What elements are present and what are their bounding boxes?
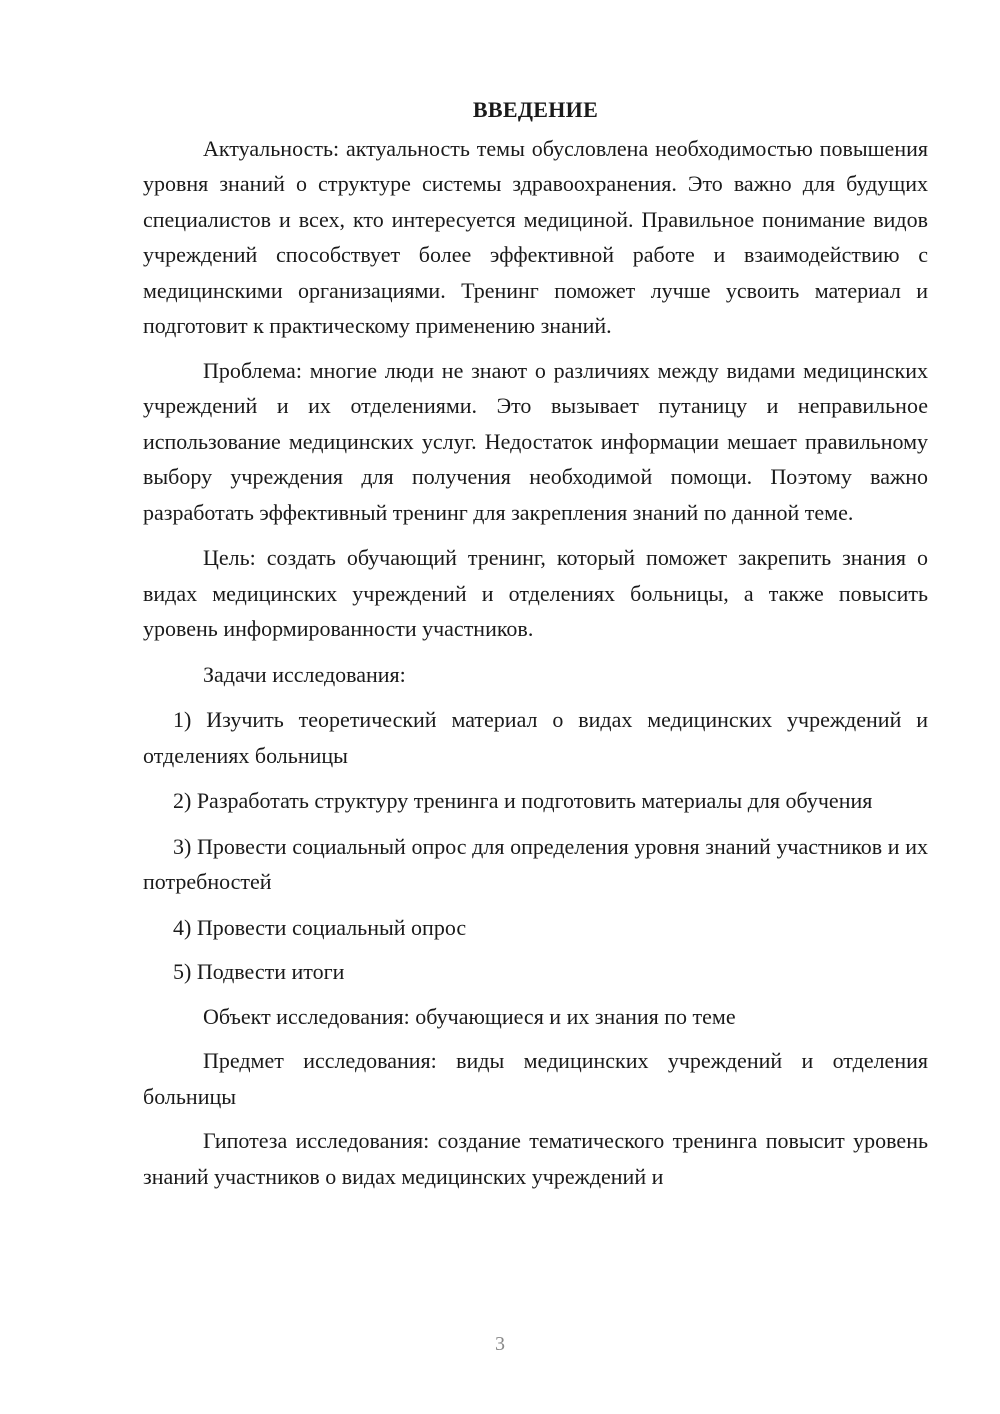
task-item: 2) Разработать структуру тренинга и подготовить материалы для обучения bbox=[173, 788, 873, 813]
paragraph-tasks-heading: Задачи исследования: bbox=[203, 661, 406, 687]
task-item: 3) Провести социальный опрос для определения уровня знаний участников и их потребностей bbox=[143, 833, 928, 894]
paragraph-object: Объект исследования: обучающиеся и их знания по теме bbox=[203, 1003, 736, 1029]
section-title: ВВЕДЕНИЕ bbox=[472, 97, 599, 122]
paragraph-goal: Цель: создать обучающий тренинг, который поможет закрепить знания о видах медицинских учреждений и отделениях больницы, а также повысить уровень информированности участников. bbox=[143, 545, 928, 641]
task-item: 5) Подвести итоги bbox=[173, 959, 345, 984]
document-page bbox=[143, 92, 928, 1204]
task-item: 1) Изучить теоретический материал о видах медицинских учреждений и отделениях больницы bbox=[143, 707, 928, 768]
paragraph-relevance: Актуальность: актуальность темы обусловлена необходимостью повышения уровня знаний о структуре системы здравоохранения. Это важно для будущих специалистов и всех, кто интересуется медициной. Правильное понимание видов учреждений способствует более эффективной работе и взаимодействию с медицинскими организациями. Тренинг поможет лучше усвоить материал и подготовит к практическому применению знаний. bbox=[143, 135, 928, 338]
paragraph-problem: Проблема: многие люди не знают о различиях между видами медицинских учреждений и их отделениями. Это вызывает путаницу и неправильное использование медицинских услуг. Недостаток информации мешает правильному выбору учреждения для получения необходимой помощи. Поэтому важно разработать эффективный тренинг для закрепления знаний по данной теме. bbox=[143, 357, 928, 525]
paragraph-subject: Предмет исследования: виды медицинских учреждений и отделения больницы bbox=[143, 1048, 928, 1109]
paragraph-hypothesis: Гипотеза исследования: создание тематического тренинга повысит уровень знаний участников о видах медицинских учреждений и bbox=[143, 1128, 928, 1189]
task-item: 4) Провести социальный опрос bbox=[173, 914, 467, 940]
page-number: 3 bbox=[495, 1333, 505, 1355]
